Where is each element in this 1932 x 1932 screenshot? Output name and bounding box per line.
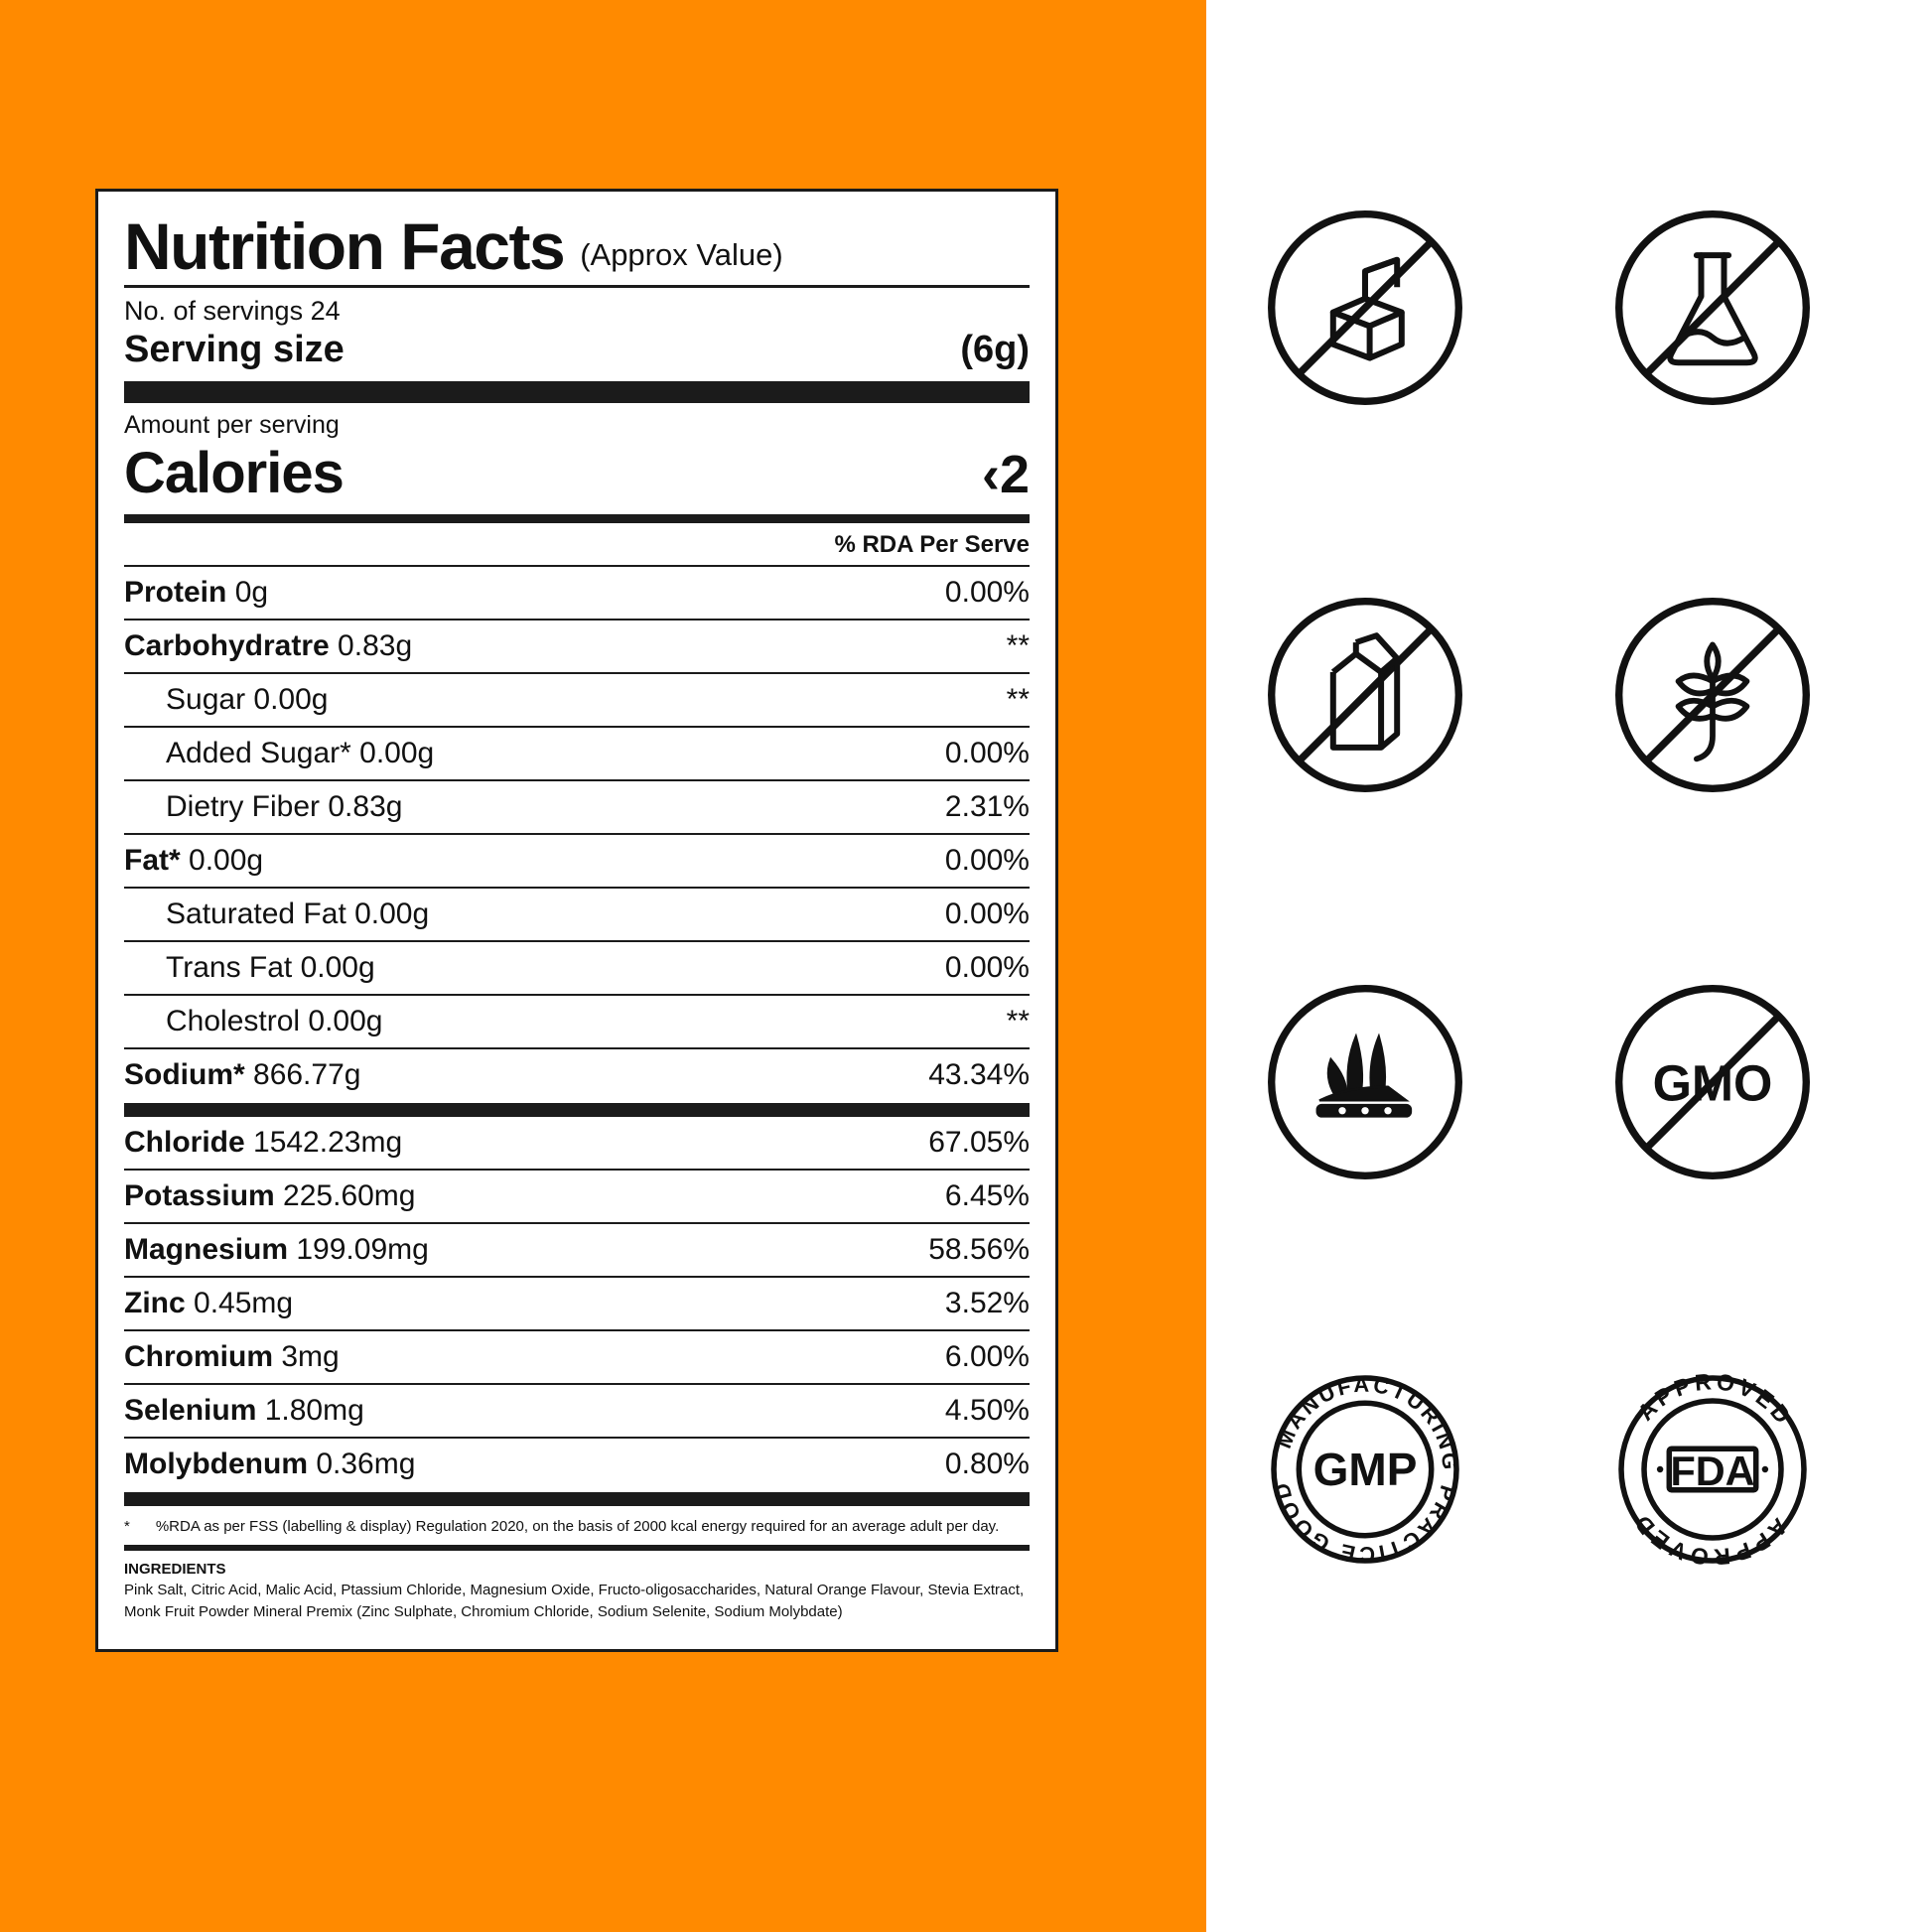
servings-count: No. of servings 24 (124, 296, 341, 326)
no-sugar-icon (1251, 194, 1479, 422)
calories-row (124, 440, 1030, 523)
nutrient-name: Sodium* 866.77g (124, 1058, 361, 1091)
footnote (124, 1506, 1030, 1545)
footnote-mark: * (124, 1518, 130, 1535)
calories-label: Calories (124, 441, 344, 505)
no-chemicals-flask-icon (1598, 194, 1827, 422)
table-row (124, 1439, 1030, 1490)
rda-column-header: % RDA Per Serve (124, 523, 1030, 567)
gmp-text: GMP (1312, 1444, 1418, 1496)
divider-thick-1 (124, 381, 1030, 403)
table-row (124, 1278, 1030, 1331)
no-gmo-icon (1598, 968, 1827, 1196)
fda-ring-bottom-text: APPROVED (1626, 1507, 1793, 1571)
approx-value-note: (Approx Value) (580, 237, 783, 272)
serving-size-label: Serving size (124, 329, 345, 370)
nutrient-name: Zinc 0.45mg (124, 1287, 294, 1319)
certification-badge-grid (1231, 189, 1847, 1588)
ingredients-text: Pink Salt, Citric Acid, Malic Acid, Ptassium Chloride, Magnesium Oxide, Fructo-oligosaccharides, Natural Orange Flavour, Stevia Extract, Monk Fruit Powder Mineral Premix (Zinc Sulphate, Chromium Chloride, Sodium Selenite, Sodium Molybdate) (124, 1582, 1025, 1620)
nutrient-rda-value: 2.31% (944, 790, 1030, 823)
serving-size-value: (6g) (960, 329, 1030, 370)
badge-no-sugar (1231, 189, 1499, 427)
table-row (124, 1331, 1030, 1385)
table-row (124, 1117, 1030, 1171)
table-row (124, 674, 1030, 728)
gmp-ring-top-text: MANUFACTURING (1271, 1371, 1463, 1473)
gmp-seal-icon (1251, 1355, 1479, 1584)
table-row (124, 996, 1030, 1049)
nutrient-name: Selenium 1.80mg (124, 1394, 364, 1427)
table-row (124, 1385, 1030, 1439)
nutrient-name: Sugar 0.00g (166, 683, 329, 716)
table-row (124, 621, 1030, 674)
fda-ring-top-text: APPROVED (1632, 1368, 1799, 1432)
nutrient-name: Cholestrol 0.00g (166, 1005, 383, 1037)
badge-no-chemicals (1579, 189, 1847, 427)
natural-leaves-icon (1251, 968, 1479, 1196)
calories-value: ‹2 (981, 445, 1030, 504)
nutrient-name: Added Sugar* 0.00g (166, 737, 435, 769)
table-row (124, 942, 1030, 996)
nutrient-name: Potassium 225.60mg (124, 1179, 416, 1212)
badge-gluten-free (1579, 576, 1847, 814)
nutrition-title-row (124, 209, 1030, 288)
nutrient-name: Chloride 1542.23mg (124, 1126, 403, 1159)
nutrient-rda-value: 0.00% (944, 737, 1030, 769)
nutrition-facts-card (95, 189, 1058, 1652)
nutrient-rows-minerals (124, 1117, 1030, 1490)
amount-per-serving-label: Amount per serving (124, 411, 340, 439)
divider-thick-3 (124, 1492, 1030, 1506)
gmp-ring-bottom-text: PRACTICE GOOD (1268, 1477, 1461, 1568)
ingredients-title: INGREDIENTS (124, 1561, 226, 1578)
nutrient-rows-primary (124, 567, 1030, 1101)
nutrient-name: Magnesium 199.09mg (124, 1233, 429, 1266)
nutrient-name: Trans Fat 0.00g (166, 951, 375, 984)
page-title: Nutrition Facts (124, 209, 565, 283)
nutrient-name: Molybdenum 0.36mg (124, 1448, 416, 1480)
badge-natural (1231, 963, 1499, 1201)
table-row (124, 567, 1030, 621)
nutrient-rda-value: 0.00% (944, 951, 1030, 984)
table-row (124, 889, 1030, 942)
nutrient-rda-value: 0.00% (944, 897, 1030, 930)
nutrient-rda-value: 0.00% (944, 844, 1030, 877)
table-row (124, 781, 1030, 835)
fda-approved-seal-icon (1598, 1355, 1827, 1584)
nutrient-rda-value: 3.52% (944, 1287, 1030, 1319)
nutrient-rda-value: ** (1006, 683, 1030, 716)
nutrient-name: Dietry Fiber 0.83g (166, 790, 403, 823)
table-row (124, 1049, 1030, 1101)
footnote-text: %RDA as per FSS (labelling & display) Regulation 2020, on the basis of 2000 kcal energy required for an average adult per day. (155, 1518, 1000, 1535)
gmo-text: GMO (1652, 1054, 1773, 1112)
fda-text: FDA (1670, 1449, 1755, 1495)
nutrient-rda-value: 6.45% (944, 1179, 1030, 1212)
nutrient-rda-value: 0.80% (944, 1448, 1030, 1480)
nutrient-rda-value: ** (1006, 1005, 1030, 1037)
nutrient-rda-value: 43.34% (928, 1058, 1030, 1091)
table-row (124, 728, 1030, 781)
no-dairy-carton-icon (1251, 581, 1479, 809)
serving-size-row (124, 327, 1030, 377)
table-row (124, 835, 1030, 889)
table-row (124, 1224, 1030, 1278)
divider-thick-2 (124, 1103, 1030, 1117)
nutrient-rda-value: 6.00% (944, 1340, 1030, 1373)
nutrient-name: Fat* 0.00g (124, 844, 264, 877)
nutrient-name: Carbohydratre 0.83g (124, 629, 413, 662)
table-row (124, 1171, 1030, 1224)
badge-fda (1579, 1350, 1847, 1588)
nutrient-name: Saturated Fat 0.00g (166, 897, 430, 930)
nutrient-rda-value: 58.56% (928, 1233, 1030, 1266)
nutrient-name: Protein 0g (124, 576, 269, 609)
nutrient-rda-value: 0.00% (944, 576, 1030, 609)
nutrient-name: Chromium 3mg (124, 1340, 340, 1373)
nutrient-rda-value: 67.05% (928, 1126, 1030, 1159)
nutrient-rda-value: ** (1006, 629, 1030, 662)
badge-non-gmo (1579, 963, 1847, 1201)
badge-no-dairy (1231, 576, 1499, 814)
no-gluten-wheat-icon (1598, 581, 1827, 809)
badge-gmp (1231, 1350, 1499, 1588)
nutrient-rda-value: 4.50% (944, 1394, 1030, 1427)
